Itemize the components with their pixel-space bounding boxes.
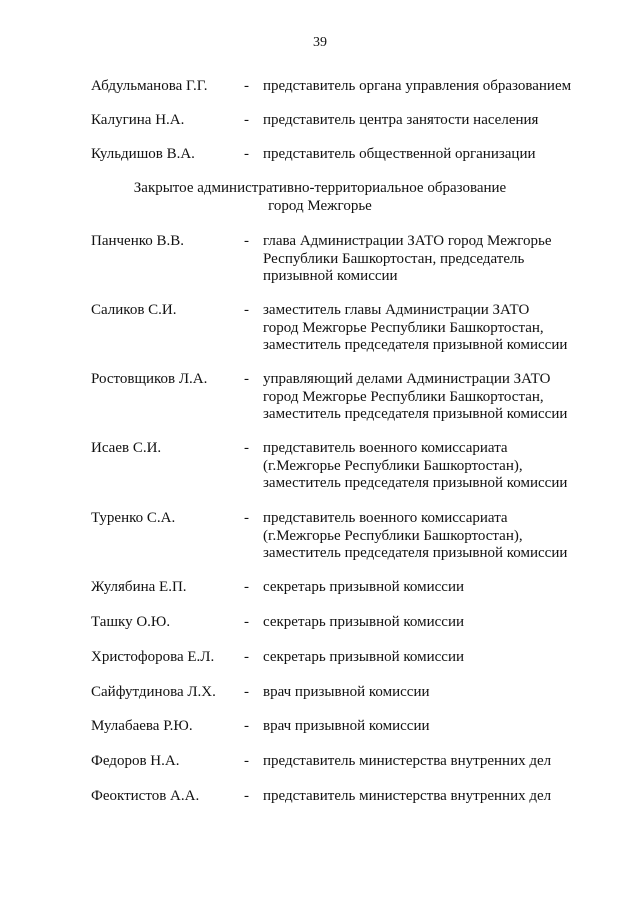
role-line: заместитель председателя призывной комиссии	[263, 406, 568, 422]
dash-separator: -	[244, 614, 249, 630]
role-line: секретарь призывной комиссии	[263, 579, 465, 595]
member-role	[263, 302, 613, 355]
role-line: представитель военного комиссариата	[263, 510, 508, 526]
role-line: представитель военного комиссариата	[263, 440, 508, 456]
member-name: Федоров Н.А.	[91, 753, 180, 769]
dash-separator: -	[244, 302, 249, 318]
dash-separator: -	[244, 684, 249, 700]
role-line: призывной комиссии	[263, 268, 398, 284]
member-name: Ташку О.Ю.	[91, 614, 171, 630]
member-role	[263, 718, 613, 736]
member-name: Туренко С.А.	[91, 510, 176, 526]
dash-separator: -	[244, 112, 249, 128]
member-role	[263, 146, 613, 164]
member-role	[263, 788, 613, 806]
role-line: город Межгорье Республики Башкортостан,	[263, 319, 544, 336]
member-role	[263, 753, 613, 771]
dash-separator: -	[244, 146, 249, 162]
dash-separator: -	[244, 440, 249, 456]
member-name: Феоктистов А.А.	[91, 788, 200, 804]
role-line: представитель общественной организации	[263, 146, 536, 162]
member-name: Исаев С.И.	[91, 440, 162, 456]
member-role	[263, 684, 613, 702]
role-line: (г.Межгорье Республики Башкортостан),	[263, 527, 523, 544]
dash-separator: -	[244, 78, 249, 94]
dash-separator: -	[244, 371, 249, 387]
role-line: врач призывной комиссии	[263, 684, 430, 700]
member-role	[263, 371, 613, 424]
role-line: заместитель председателя призывной комиссии	[263, 475, 568, 491]
member-name: Абдульманова Г.Г.	[91, 78, 208, 94]
dash-separator: -	[244, 649, 249, 665]
role-line: управляющий делами Администрации ЗАТО	[263, 371, 551, 387]
member-name: Ростовщиков Л.А.	[91, 371, 208, 387]
role-line: город Межгорье Республики Башкортостан,	[263, 388, 544, 405]
dash-separator: -	[244, 753, 249, 769]
role-line: врач призывной комиссии	[263, 718, 430, 734]
role-line: представитель центра занятости населения	[263, 112, 539, 128]
role-line: заместитель главы Администрации ЗАТО	[263, 302, 530, 318]
member-role	[263, 510, 613, 563]
role-line: представитель министерства внутренних дел	[263, 788, 552, 804]
role-line: секретарь призывной комиссии	[263, 614, 465, 630]
member-name: Сайфутдинова Л.Х.	[91, 684, 216, 700]
role-line: представитель органа управления образованием	[263, 78, 572, 94]
section-heading-line: город Межгорье	[268, 197, 372, 214]
member-name: Жулябина Е.П.	[91, 579, 187, 595]
member-name: Саликов С.И.	[91, 302, 177, 318]
role-line: представитель министерства внутренних дел	[263, 753, 552, 769]
section-heading	[0, 180, 640, 215]
role-line: заместитель председателя призывной комиссии	[263, 545, 568, 561]
page-number: 39	[313, 35, 327, 50]
member-role	[263, 440, 613, 493]
member-name: Христофорова Е.Л.	[91, 649, 215, 665]
dash-separator: -	[244, 579, 249, 595]
member-role	[263, 649, 613, 667]
dash-separator: -	[244, 718, 249, 734]
member-role	[263, 233, 613, 286]
member-name: Калугина Н.А.	[91, 112, 185, 128]
member-role	[263, 78, 613, 96]
section-heading-line: Закрытое административно-территориальное образование	[133, 180, 507, 196]
member-name: Панченко В.В.	[91, 233, 185, 249]
role-line: Республики Башкортостан, председатель	[263, 250, 525, 267]
dash-separator: -	[244, 510, 249, 526]
member-role	[263, 112, 613, 130]
member-name: Кульдишов В.А.	[91, 146, 195, 162]
member-name: Мулабаева Р.Ю.	[91, 718, 193, 734]
dash-separator: -	[244, 788, 249, 804]
member-role	[263, 614, 613, 632]
role-line: глава Администрации ЗАТО город Межгорье	[263, 233, 552, 249]
member-role	[263, 579, 613, 597]
dash-separator: -	[244, 233, 249, 249]
role-line: заместитель председателя призывной комиссии	[263, 337, 568, 353]
role-line: секретарь призывной комиссии	[263, 649, 465, 665]
role-line: (г.Межгорье Республики Башкортостан),	[263, 457, 523, 474]
